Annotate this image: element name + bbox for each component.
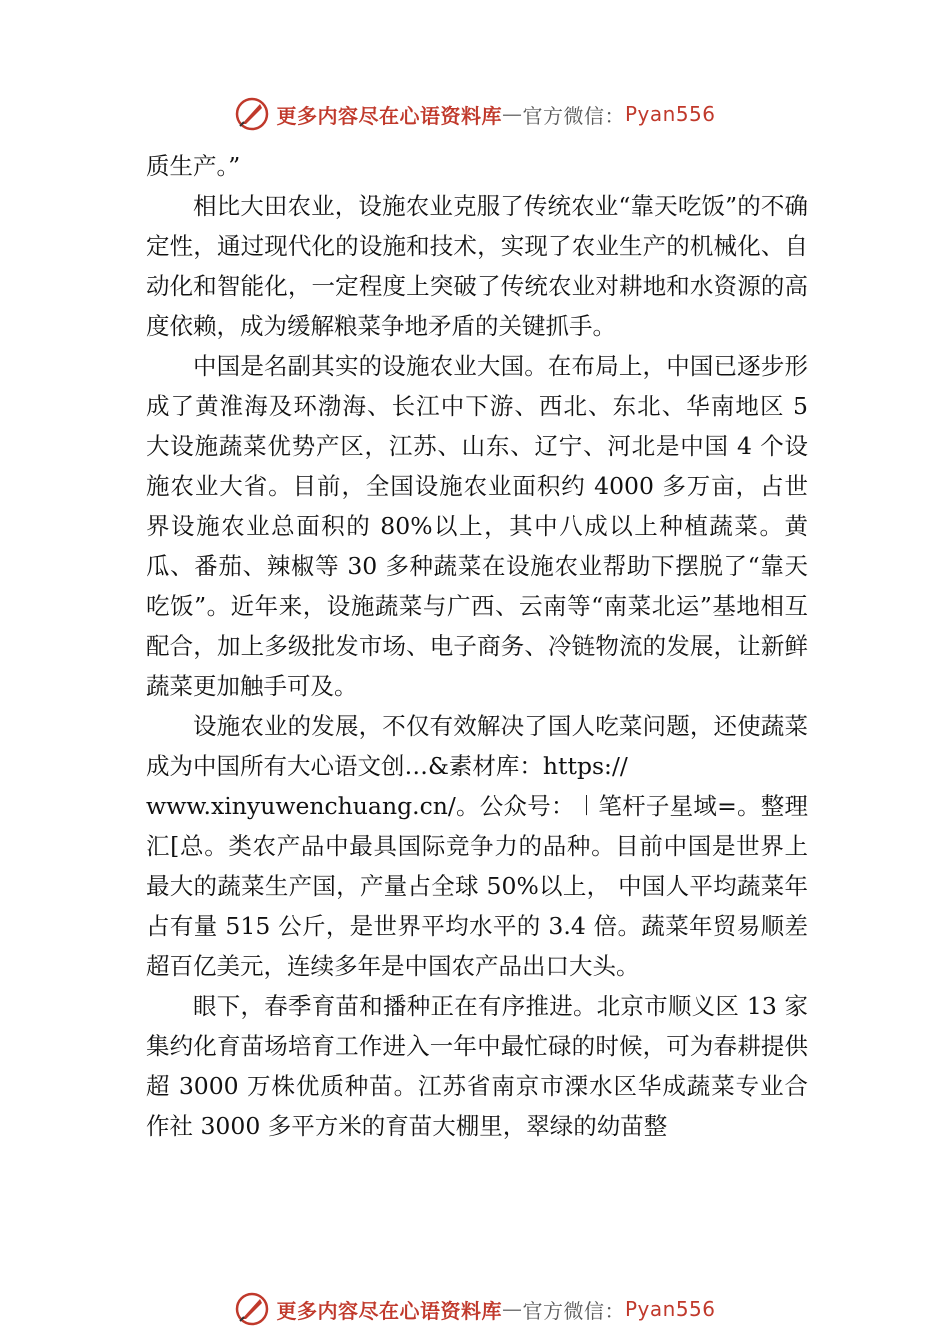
paragraph-development-b: www.xinyuwenchuang.cn/。公众号：︱笔杆子星域=。整理汇[总。类农产品中最具国际竞争力的品种。目前中国是世界上最大的蔬菜生产国，产量占全球 50%以上， 中国人平均蔬菜年占有量 515 公斤，是世界平均水平的 3.4 倍。蔬菜年贸易顺差超百亿美元，连续多年是中国农产品出口大头。 xyxy=(146,792,808,980)
header-wechat-id: Pyan556 xyxy=(624,102,716,126)
header-banner xyxy=(0,94,950,134)
header-wechat-label: 官方微信： xyxy=(522,103,625,128)
paragraph-development-a: 设施农业的发展，不仅有效解决了国人吃菜问题，还使蔬菜成为中国所有大心语文创…&素材库：https:// xyxy=(146,712,808,780)
footer-brand-text: 更多内容尽在心语资料库 xyxy=(276,1298,502,1323)
quill-pen-logo-icon xyxy=(234,96,270,132)
footer-wechat-label: 官方微信： xyxy=(522,1298,625,1323)
paragraph-continuation: 质生产。” xyxy=(146,152,241,180)
article-body xyxy=(146,146,808,1146)
footer-separator: — xyxy=(501,1297,523,1321)
paragraph-facility-vs-field: 相比大田农业，设施农业克服了传统农业“靠天吃饭”的不确定性，通过现代化的设施和技术，实现了农业生产的机械化、自动化和智能化，一定程度上突破了传统农业对耕地和水资源的高度依赖，成为缓解粮菜争地矛盾的关键抓手。 xyxy=(146,192,808,340)
footer-banner xyxy=(0,1289,950,1329)
header-brand-text: 更多内容尽在心语资料库 xyxy=(276,103,502,128)
footer-wechat-id: Pyan556 xyxy=(624,1297,716,1321)
quill-pen-logo-icon xyxy=(234,1291,270,1327)
header-separator: — xyxy=(501,102,523,126)
paragraph-facility-power: 中国是名副其实的设施农业大国。在布局上，中国已逐步形成了黄淮海及环渤海、长江中下游、西北、东北、华南地区 5 大设施蔬菜优势产区，江苏、山东、辽宁、河北是中国 4 个设施农业大省。目前，全国设施农业面积约 4000 多万亩，占世界设施农业总面积的 80%以上，其中八成以上种植蔬菜。黄瓜、番茄、辣椒等 30 多种蔬菜在设施农业帮助下摆脱了“靠天吃饭”。近年来，设施蔬菜与广西、云南等“南菜北运”基地相互配合，加上多级批发市场、电子商务、冷链物流的发展，让新鲜蔬菜更加触手可及。 xyxy=(146,352,808,700)
paragraph-spring-seedling: 眼下，春季育苗和播种正在有序推进。北京市顺义区 13 家集约化育苗场培育工作进入一年中最忙碌的时候，可为春耕提供超 3000 万株优质种苗。江苏省南京市溧水区华成蔬菜专业合作社 3000 多平方米的育苗大棚里，翠绿的幼苗整 xyxy=(146,992,808,1140)
